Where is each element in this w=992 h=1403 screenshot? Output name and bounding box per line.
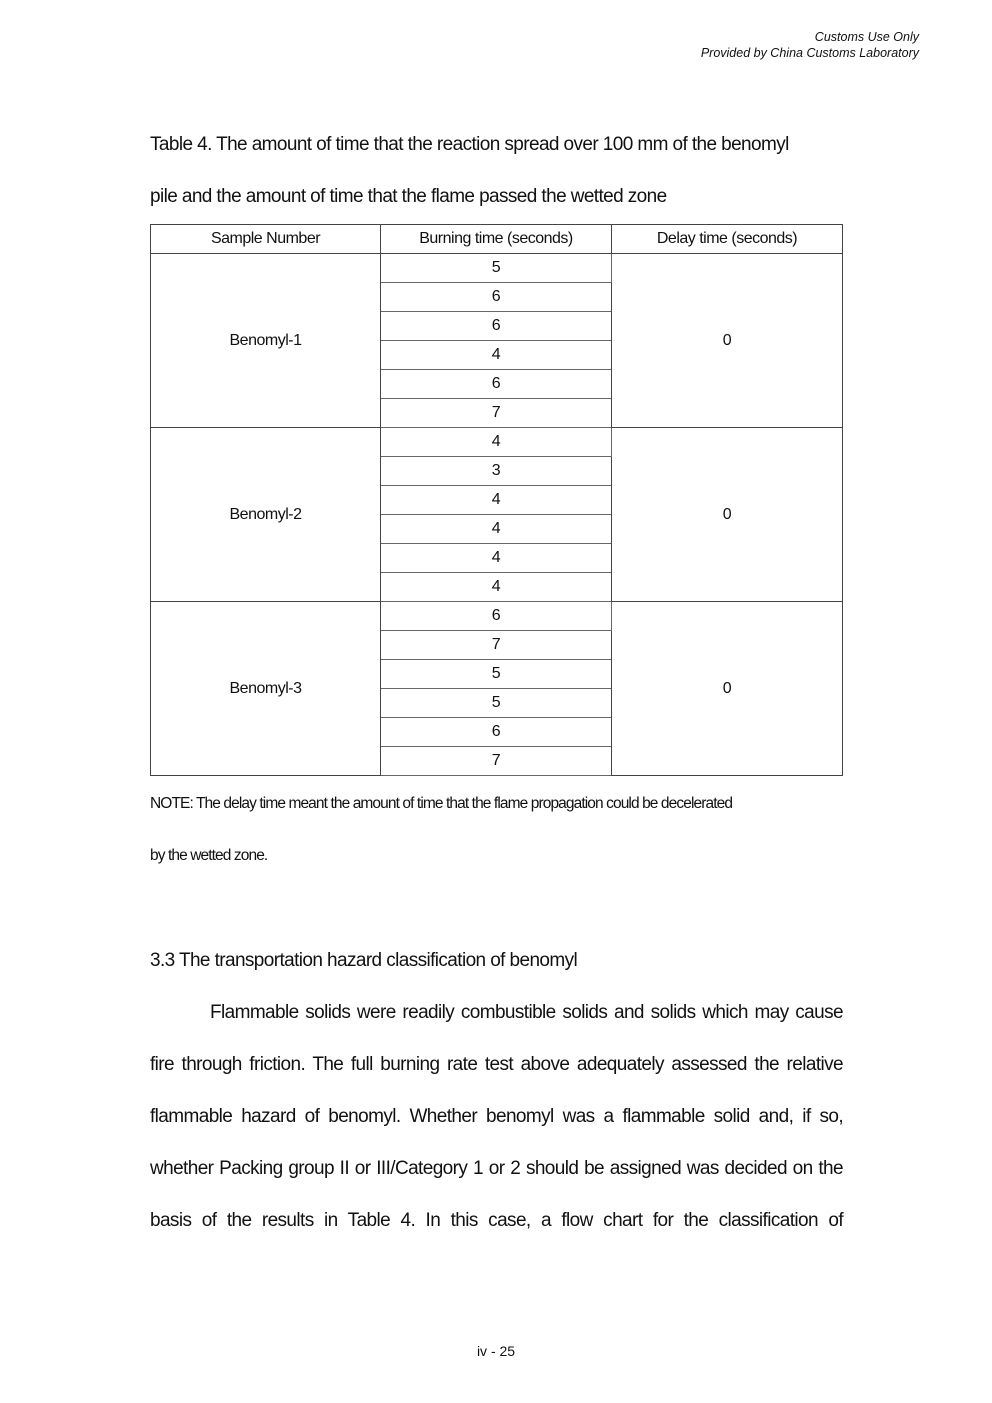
delay-time-cell: 0 — [612, 254, 843, 428]
table-row — [151, 254, 843, 283]
burning-rate-table — [150, 224, 843, 776]
sample-cell: Benomyl-1 — [151, 254, 381, 428]
burning-time-cell: 6 — [381, 283, 612, 312]
burning-time-cell: 5 — [381, 689, 612, 718]
column-header-delay-time: Delay time (seconds) — [612, 225, 843, 254]
table-caption-line-2: pile and the amount of time that the flame passed the wetted zone — [150, 186, 667, 207]
burning-time-cell: 4 — [381, 544, 612, 573]
sample-cell: Benomyl-2 — [151, 428, 381, 602]
burning-time-cell: 5 — [381, 660, 612, 689]
burning-time-cell: 6 — [381, 370, 612, 399]
header-line-1: Customs Use Only — [814, 30, 919, 44]
sample-cell: Benomyl-3 — [151, 602, 381, 776]
delay-time-cell: 0 — [612, 428, 843, 602]
section-heading: 3.3 The transportation hazard classification of benomyl — [150, 950, 578, 971]
paragraph-line: fire through friction. The full burning rate test above adequately assessed the relative — [150, 1054, 843, 1075]
table-caption-line-1: Table 4. The amount of time that the reaction spread over 100 mm of the benomyl — [150, 134, 789, 155]
burning-time-cell: 6 — [381, 602, 612, 631]
burning-time-cell: 7 — [381, 399, 612, 428]
paragraph-line: flammable hazard of benomyl. Whether benomyl was a flammable solid and, if so, — [150, 1106, 843, 1127]
table-row — [151, 428, 843, 457]
paragraph-line: whether Packing group II or III/Category 1 or 2 should be assigned was decided on the — [150, 1158, 843, 1179]
burning-time-cell: 5 — [381, 254, 612, 283]
burning-time-cell: 7 — [381, 631, 612, 660]
burning-time-cell: 3 — [381, 457, 612, 486]
paragraph-line: basis of the results in Table 4. In this case, a flow chart for the classification of — [150, 1210, 843, 1231]
table-header-row — [151, 225, 843, 254]
page-header — [701, 29, 919, 61]
table-note-line-2: by the wetted zone. — [150, 847, 268, 864]
table-note-line-1: NOTE: The delay time meant the amount of time that the flame propagation could be decelerated — [150, 795, 733, 812]
table-row — [151, 602, 843, 631]
column-header-sample: Sample Number — [151, 225, 381, 254]
burning-time-cell: 4 — [381, 341, 612, 370]
header-line-2: Provided by China Customs Laboratory — [700, 46, 919, 60]
burning-time-cell: 4 — [381, 486, 612, 515]
delay-time-cell: 0 — [612, 602, 843, 776]
burning-time-cell: 6 — [381, 312, 612, 341]
column-header-burning-time: Burning time (seconds) — [381, 225, 612, 254]
burning-time-cell: 4 — [381, 515, 612, 544]
burning-time-cell: 7 — [381, 747, 612, 776]
burning-time-cell: 4 — [381, 428, 612, 457]
page-number: iv - 25 — [476, 1343, 516, 1359]
burning-time-cell: 4 — [381, 573, 612, 602]
burning-time-cell: 6 — [381, 718, 612, 747]
paragraph-line: Flammable solids were readily combustible solids and solids which may cause — [210, 1002, 843, 1023]
